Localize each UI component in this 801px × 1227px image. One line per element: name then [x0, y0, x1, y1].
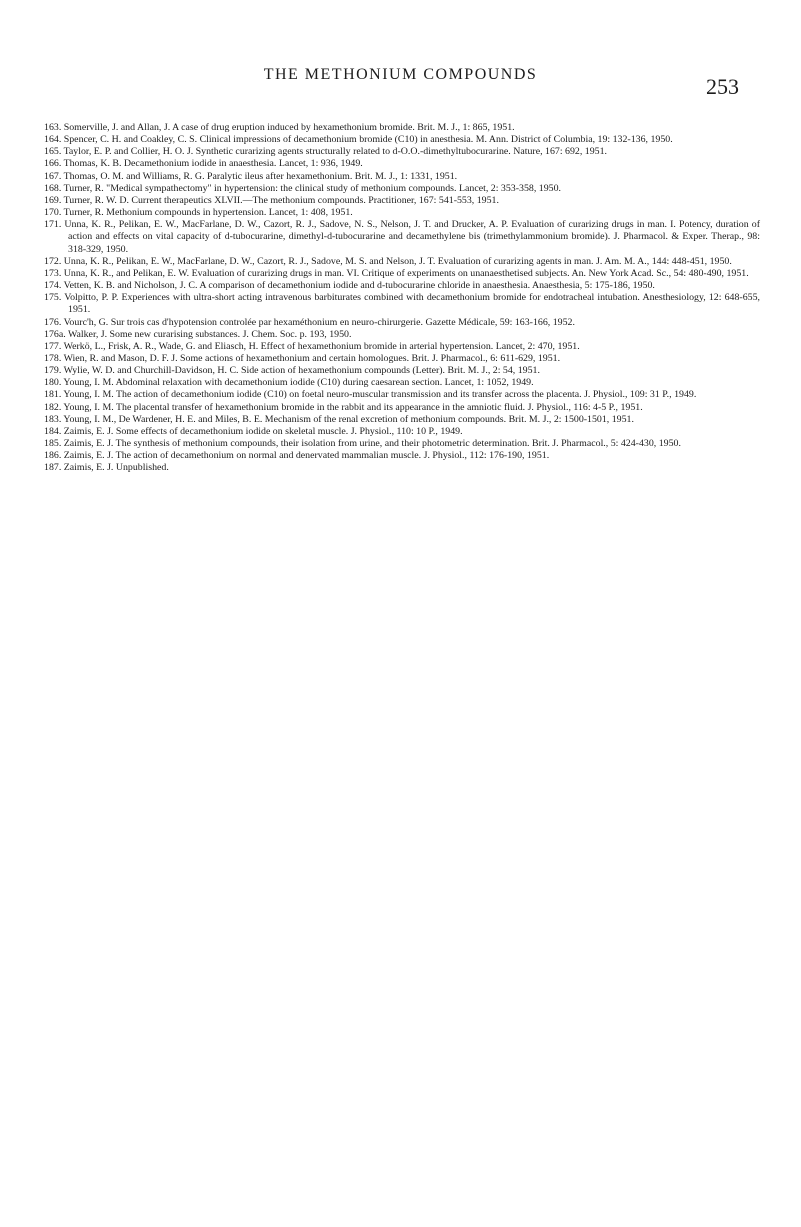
reference-number: 164. [44, 134, 62, 146]
reference-text: Volpitto, P. P. Experiences with ultra-short acting intravenous barbiturates combined with decamethonium bromide for endotracheal intubation. Anesthesiology, 12: 648-655, 1951. [64, 292, 760, 316]
reference-list [44, 122, 760, 475]
reference-entry [44, 426, 760, 438]
reference-number: 175. [44, 292, 62, 304]
reference-number: 178. [44, 352, 62, 364]
reference-text: Zaimis, E. J. Some effects of decamethonium iodide on skeletal muscle. J. Physiol., 110: 10 P., 1949. [63, 425, 463, 437]
reference-entry [44, 402, 760, 414]
reference-number: 184. [44, 425, 62, 437]
reference-entry [44, 353, 760, 365]
reference-entry [44, 292, 760, 316]
reference-entry [44, 280, 760, 292]
reference-entry [44, 414, 760, 426]
reference-text: Vetten, K. B. and Nicholson, J. C. A comparison of decamethonium iodide and d-tubocurarine chloride in anaesthesia. Anaesthesia, 5: 175-186, 1950. [63, 280, 655, 292]
reference-text: Unna, K. R., Pelikan, E. W., MacFarlane, D. W., Cazort, R. J., Sadove, M. S. and Nelson, J. T. Evaluation of curarizing agents in man. J. Am. M. A., 144: 448-451, 1950. [63, 255, 732, 267]
reference-text: Young, I. M. Abdominal relaxation with decamethonium iodide (C10) during caesarean section. Lancet, 1: 1052, 1949. [63, 377, 534, 389]
reference-number: 177. [44, 340, 62, 352]
reference-text: Vourc'h, G. Sur trois cas d'hypotension controlée par hexaméthonium en neuro-chirurgerie. Gazette Médicale, 59: 163-166, 1952. [63, 316, 575, 328]
reference-entry [44, 329, 760, 341]
reference-entry [44, 122, 760, 134]
reference-number: 176a. [44, 328, 66, 340]
reference-number: 183. [44, 413, 62, 425]
reference-number: 182. [44, 401, 62, 413]
reference-number: 166. [44, 158, 62, 170]
reference-entry [44, 377, 760, 389]
reference-entry [44, 219, 760, 255]
reference-text: Wylie, W. D. and Churchill-Davidson, H. C. Side action of hexamethonium compounds (Letter). Brit. M. J., 2: 54, 1951. [63, 365, 540, 377]
reference-text: Spencer, C. H. and Coakley, C. S. Clinical impressions of decamethonium bromide (C10) in anesthesia. M. Ann. District of Columbia, 19: 132-136, 1950. [63, 134, 673, 146]
reference-text: Young, I. M. The action of decamethonium iodide (C10) on foetal neuro-muscular transmission and its transfer across the placenta. J. Physiol., 109: 31 P., 1949. [63, 389, 697, 401]
reference-entry [44, 183, 760, 195]
reference-entry [44, 365, 760, 377]
reference-text: Thomas, O. M. and Williams, R. G. Paralytic ileus after hexamethonium. Brit. M. J., 1: 1331, 1951. [63, 170, 458, 182]
reference-number: 171. [44, 219, 62, 231]
reference-entry [44, 389, 760, 401]
reference-text: Unna, K. R., Pelikan, E. W., MacFarlane, D. W., Cazort, R. J., Sadove, N. S., Nelson, J. T. and Drucker, A. P. Evaluation of curarizing drugs in man. I. Potency, duration of action and effects on vital capacity of d-tubocurarine, dimethyl-d-tubocurarine and decamethylene bis (trimethylammonium bromide). J. Pharmacol. & Exper. Therap., 98: 318-329, 1950. [64, 219, 760, 255]
reference-text: Turner, R. "Medical sympathectomy" in hypertension: the clinical study of methonium compounds. Lancet, 2: 353-358, 1950. [63, 182, 561, 194]
reference-number: 187. [44, 462, 62, 474]
reference-entry [44, 341, 760, 353]
page-number: 253 [706, 74, 739, 99]
reference-number: 168. [44, 182, 62, 194]
reference-text: Zaimis, E. J. The synthesis of methonium compounds, their isolation from urine, and their photometric determination. Brit. J. Pharmacol., 5: 424-430, 1950. [63, 438, 681, 450]
reference-text: Zaimis, E. J. The action of decamethonium on normal and denervated mammalian muscle. J. Physiol., 112: 176-190, 1951. [63, 450, 550, 462]
reference-text: Werkö, L., Frisk, A. R., Wade, G. and Eliasch, H. Effect of hexamethonium bromide in arterial hypertension. Lancet, 2: 470, 1951. [63, 340, 580, 352]
reference-number: 167. [44, 170, 62, 182]
reference-number: 181. [44, 389, 62, 401]
reference-entry [44, 207, 760, 219]
reference-number: 180. [44, 377, 62, 389]
reference-text: Somerville, J. and Allan, J. A case of drug eruption induced by hexamethonium bromide. Brit. M. J., 1: 865, 1951. [63, 122, 515, 133]
reference-entry [44, 134, 760, 146]
reference-number: 165. [44, 146, 62, 158]
reference-text: Zaimis, E. J. Unpublished. [63, 462, 169, 474]
reference-number: 172. [44, 255, 62, 267]
reference-entry [44, 450, 760, 462]
reference-text: Thomas, K. B. Decamethonium iodide in anaesthesia. Lancet, 1: 936, 1949. [63, 158, 363, 170]
reference-number: 185. [44, 438, 62, 450]
reference-text: Walker, J. Some new curarising substances. J. Chem. Soc. p. 193, 1950. [67, 328, 352, 340]
reference-text: Taylor, E. P. and Collier, H. O. J. Synthetic curarizing agents structurally related to d-O.O.-dimethyltubocurarine. Nature, 167: 692, 1951. [63, 146, 608, 158]
reference-number: 186. [44, 450, 62, 462]
reference-number: 174. [44, 280, 62, 292]
reference-entry [44, 146, 760, 158]
reference-entry [44, 171, 760, 183]
reference-entry [44, 195, 760, 207]
reference-number: 179. [44, 365, 62, 377]
running-title: THE METHONIUM COMPOUNDS [263, 66, 538, 83]
reference-number: 176. [44, 316, 62, 328]
reference-number: 170. [44, 207, 62, 219]
reference-number: 163. [44, 122, 62, 133]
reference-entry [44, 462, 760, 474]
reference-text: Young, I. M., De Wardener, H. E. and Miles, B. E. Mechanism of the renal excretion of methonium compounds. Brit. M. J., 2: 1500-1501, 1951. [63, 413, 634, 425]
reference-text: Wien, R. and Mason, D. F. J. Some actions of hexamethonium and certain homologues. Brit. J. Pharmacol., 6: 611-629, 1951. [63, 352, 561, 364]
reference-entry [44, 268, 760, 280]
reference-entry [44, 438, 760, 450]
reference-entry [44, 317, 760, 329]
reference-entry [44, 256, 760, 268]
reference-text: Turner, R. W. D. Current therapeutics XLVII.—The methonium compounds. Practitioner, 167: 541-553, 1951. [63, 194, 499, 206]
reference-text: Turner, R. Methonium compounds in hypertension. Lancet, 1: 408, 1951. [63, 207, 353, 219]
reference-number: 169. [44, 194, 62, 206]
reference-text: Unna, K. R., and Pelikan, E. W. Evaluation of curarizing drugs in man. VI. Critique of experiments on unanaesthetised subjects. An. New York Acad. Sc., 54: 480-490, 1951. [63, 267, 749, 279]
reference-entry [44, 158, 760, 170]
reference-text: Young, I. M. The placental transfer of hexamethonium bromide in the rabbit and its appearance in the amniotic fluid. J. Physiol., 116: 4-5 P., 1951. [63, 401, 643, 413]
reference-number: 173. [44, 267, 62, 279]
